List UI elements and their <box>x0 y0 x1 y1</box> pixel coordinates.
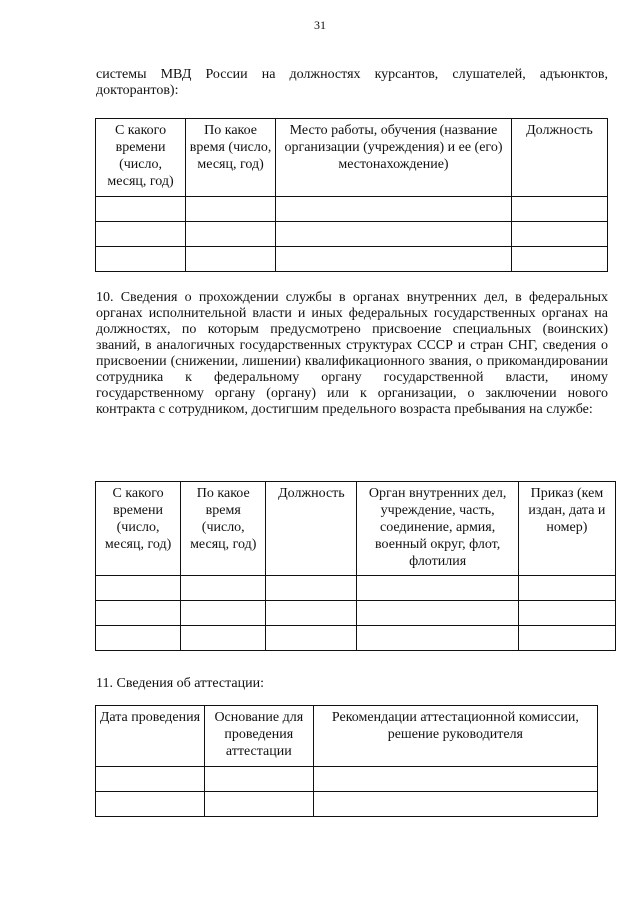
table-cell <box>96 792 205 817</box>
table-cell <box>518 576 615 601</box>
header-basis: Основание для проведения аттестации <box>204 706 313 767</box>
section10-text: 10. Сведения о прохождении службы в органах внутренних дел, в федеральных органах исполнительной власти и иных федеральных государственных органах на должностях, по которым предусмотрено присвоение специальных (воинских) званий, в аналогичных государственных структурах СССР и стран СНГ, сведения о присвоении (снижении, лишении) квалификационного звания, о прикомандировании сотрудника к федеральному органу государственной власти, иному государственному органу (органу) или к организации, о заключении нового контракта с сотрудником, достигшим предельного возраста пребывания на службе: <box>96 290 608 417</box>
header-order: Приказ (кем издан, дата и номер) <box>518 482 615 576</box>
header-date: Дата проведения <box>96 706 205 767</box>
table-cell <box>511 222 607 247</box>
table-row <box>96 767 598 792</box>
header-position: Должность <box>511 119 607 197</box>
table-cell <box>511 247 607 272</box>
table-cell <box>186 222 276 247</box>
table-cell <box>266 626 357 651</box>
table-cell <box>186 197 276 222</box>
table-header-row <box>96 706 598 767</box>
header-organ: Орган внутренних дел, учреждение, часть, соединение, армия, военный округ, флот, флотилия <box>357 482 518 576</box>
section9-tail-text: системы МВД России на должностях курсантов, слушателей, адъюнктов, докторантов): <box>96 67 608 98</box>
table-row <box>96 576 616 601</box>
table-cell <box>518 601 615 626</box>
table-row <box>96 247 608 272</box>
table-cell <box>511 197 607 222</box>
employment-history-table <box>95 118 608 272</box>
header-recommendations: Рекомендации аттестационной комиссии, решение руководителя <box>313 706 597 767</box>
table-cell <box>96 197 186 222</box>
table-row <box>96 197 608 222</box>
table-cell <box>96 767 205 792</box>
table-cell <box>186 247 276 272</box>
table-cell <box>96 247 186 272</box>
header-from-date: С какого времени (число, месяц, год) <box>96 482 181 576</box>
table-cell <box>276 222 512 247</box>
table-row <box>96 626 616 651</box>
table-cell <box>313 792 597 817</box>
table-cell <box>357 576 518 601</box>
table-row <box>96 222 608 247</box>
table-row <box>96 792 598 817</box>
table-cell <box>276 197 512 222</box>
table-cell <box>357 601 518 626</box>
header-workplace: Место работы, обучения (название организации (учреждения) и ее (его) местонахождение) <box>276 119 512 197</box>
header-from-date: С какого времени (число, месяц, год) <box>96 119 186 197</box>
table-cell <box>181 601 266 626</box>
header-position: Должность <box>266 482 357 576</box>
table-cell <box>266 601 357 626</box>
table-cell <box>204 792 313 817</box>
table-cell <box>204 767 313 792</box>
attestation-table <box>95 705 598 817</box>
table-header-row <box>96 119 608 197</box>
table-cell <box>276 247 512 272</box>
service-history-table <box>95 481 616 651</box>
table-cell <box>518 626 615 651</box>
header-to-date: По какое время (число, месяц, год) <box>181 482 266 576</box>
table-cell <box>181 576 266 601</box>
table-cell <box>266 576 357 601</box>
table-cell <box>181 626 266 651</box>
table-cell <box>96 626 181 651</box>
table-header-row <box>96 482 616 576</box>
table-cell <box>96 222 186 247</box>
table-cell <box>313 767 597 792</box>
table-cell <box>96 601 181 626</box>
table-cell <box>96 576 181 601</box>
page-number: 31 <box>314 18 326 32</box>
section11-heading: 11. Сведения об аттестации: <box>96 676 264 691</box>
header-to-date: По какое время (число, месяц, год) <box>186 119 276 197</box>
table-row <box>96 601 616 626</box>
table-cell <box>357 626 518 651</box>
